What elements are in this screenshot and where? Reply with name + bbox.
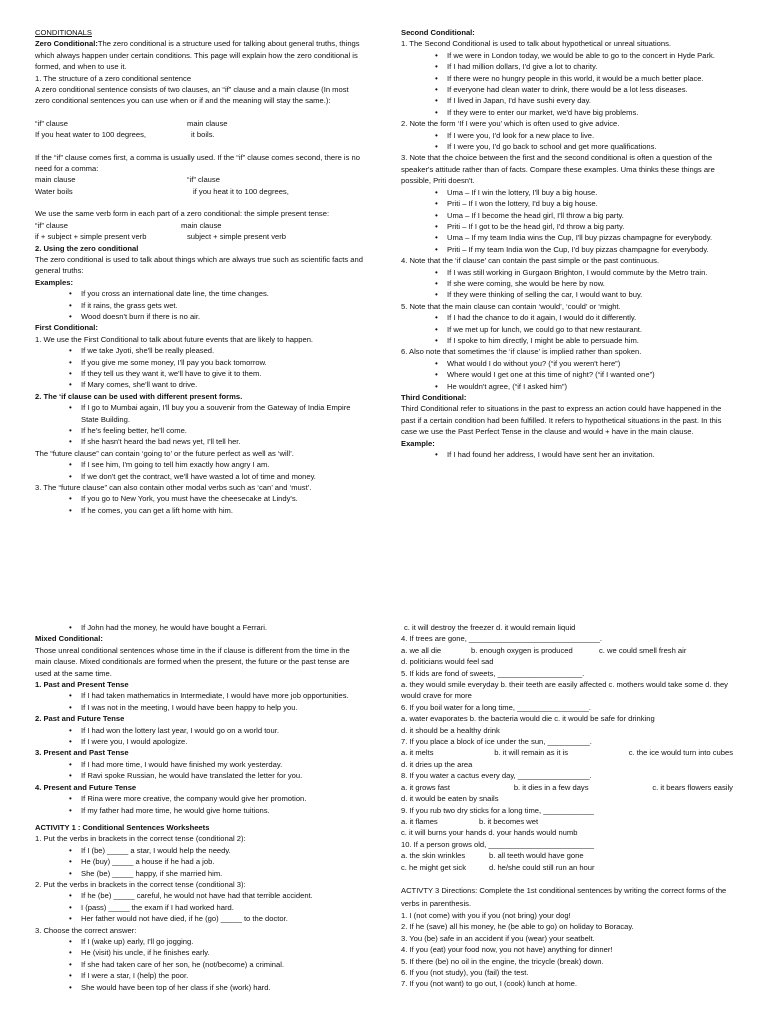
activity-3-item: 2. If he (save) all his money, he (be able to go) on holiday to Boracay. bbox=[401, 922, 634, 932]
question-4: 4. If trees are gone, _______________________________. bbox=[401, 634, 602, 644]
choice: c. it bears flowers easily bbox=[652, 782, 733, 792]
question-10: 10. If a person grows old, _________________________ bbox=[401, 839, 594, 849]
first-rule-1: 1. We use the First Conditional to talk about future events that are likely to happen. bbox=[35, 334, 314, 344]
bottom-left-column bbox=[35, 622, 365, 993]
choice: c. the ice would turn into cubes bbox=[628, 748, 733, 758]
structure-text: A zero conditional sentence consists of two clauses, an “if” clause and a main clause (In most zero conditional sentences you can use when or if and the meaning will stay the same.): bbox=[35, 85, 349, 106]
structure-heading: 1. The structure of a zero conditional sentence bbox=[35, 73, 192, 83]
zero-conditional-intro bbox=[35, 38, 365, 72]
list-item: • If John had the money, he would have bought a Ferrari. bbox=[35, 622, 365, 633]
list-item: • If there were no hungry people in this world, it would be a much better place. bbox=[401, 73, 731, 84]
second-rule-2: 2. Note the form ‘If I were you’ which is often used to give advice. bbox=[401, 119, 620, 129]
list-item: • I (pass) _____ the exam if I had worked hard. bbox=[35, 902, 365, 913]
activity-1-instruction-1: 1. Put the verbs in brackets in the correct tense (conditional 2): bbox=[35, 834, 246, 844]
list-item: • If I had more time, I would have finished my work yesterday. bbox=[35, 759, 365, 770]
comma-text: If the “if” clause comes first, a comma is usually used. If the “if” clause comes second, there is no need for a comma: bbox=[35, 152, 360, 174]
page-title: CONDITIONALS bbox=[35, 28, 92, 37]
list-item: • If we were in London today, we would be able to go to the concert in Hyde Park. bbox=[401, 50, 731, 61]
choice: a. we all die bbox=[401, 645, 442, 655]
table1-header bbox=[35, 118, 365, 129]
list-item: • If Ravi spoke Russian, he would have translated the letter for you. bbox=[35, 770, 365, 781]
table-cell: main clause bbox=[35, 175, 76, 185]
first-rule-2: 2. The ‘if clause can be used with different present forms. bbox=[35, 391, 243, 401]
list-item: • What would I do without you? (“if you weren't here”) bbox=[401, 358, 731, 369]
zero-intro-text: The zero conditional is a structure used for talking about general truths, things which always happen under certain conditions. This page will explain how the zero conditional is formed, and when to use it. bbox=[35, 39, 360, 72]
list-item: • If I lived in Japan, I'd have sushi every day. bbox=[401, 95, 731, 106]
mixed-subheading-3: 3. Present and Past Tense bbox=[35, 748, 129, 758]
table-cell: Water boils bbox=[35, 186, 73, 196]
list-item: • Wood doesn't burn if there is no air. bbox=[35, 311, 365, 322]
question-6: 6. If you boil water for a long time, _________________. bbox=[401, 702, 591, 712]
list-item: • If I had the chance to do it again, I would do it differently. bbox=[401, 312, 731, 323]
choice: c. we could smell fresh air bbox=[599, 645, 687, 655]
list-item: • If you cross an international date line, the time changes. bbox=[35, 288, 365, 299]
mixed-subheading-1: 1. Past and Present Tense bbox=[35, 680, 129, 690]
list-item: • He (visit) his uncle, if he finishes early. bbox=[35, 947, 365, 958]
third-conditional-heading: Third Conditional: bbox=[401, 393, 467, 402]
choice: d. he/she could still run an hour bbox=[489, 862, 595, 872]
list-item: • If I spoke to him directly, I might be able to persuade him. bbox=[401, 335, 731, 346]
future-clause-text: The “future clause” can contain ‘going to’ or the future perfect as well as ‘will’. bbox=[35, 448, 294, 458]
choice-line: d. it dries up the area bbox=[401, 759, 473, 769]
mixed-conditional-heading: Mixed Conditional: bbox=[35, 634, 103, 644]
second-rule-1: 1. The Second Conditional is used to talk about hypothetical or unreal situations. bbox=[401, 39, 672, 49]
choice-row bbox=[401, 816, 733, 827]
list-item: • If he's feeling better, he'll come. bbox=[35, 425, 365, 436]
second-rule-5: 5. Note that the main clause can contain ‘would’, ‘could’ or ‘might. bbox=[401, 301, 621, 311]
third-example-heading: Example: bbox=[401, 438, 435, 448]
second-rule-3: 3. Note that the choice between the first and the second conditional is often a question of the speaker's attitude rather than of facts. Compare these examples. Uma thinks these things are possible, Priti doesn't. bbox=[401, 153, 715, 186]
table-cell: “if” clause bbox=[187, 175, 220, 185]
table-cell: if you heat it to 100 degrees, bbox=[193, 186, 289, 196]
table-cell: “if” clause bbox=[35, 118, 68, 128]
choice-row bbox=[401, 747, 733, 758]
choice-row bbox=[401, 782, 733, 793]
list-item: • If we don't get the contract, we'll have wasted a lot of time and money. bbox=[35, 471, 365, 482]
table2-header bbox=[35, 174, 365, 185]
list-item: • She (be) _____ happy, if she married him. bbox=[35, 868, 365, 879]
choice-row bbox=[401, 862, 733, 873]
list-item: • If everyone had clean water to drink, there would be a lot less diseases. bbox=[401, 84, 731, 95]
activity-1-heading: ACTIVITY 1 : Conditional Sentences Worksheets bbox=[35, 822, 210, 832]
choice: b. it will remain as it is bbox=[494, 748, 569, 758]
list-item: • If I had million dollars, I'd give a lot to charity. bbox=[401, 61, 731, 72]
activity-3-item: 4. If you (eat) your food now, you not have) anything for dinner! bbox=[401, 945, 613, 955]
list-item: • He wouldn't agree, (“if I asked him”) bbox=[401, 381, 731, 392]
list-item: • If I (wake up) early, I'll go jogging. bbox=[35, 936, 365, 947]
choice: a. the skin wrinkles bbox=[401, 851, 466, 861]
list-item: • If I see him, I'm going to tell him exactly how angry I am. bbox=[35, 459, 365, 470]
examples-heading: Examples: bbox=[35, 277, 73, 287]
choice: c. he might get sick bbox=[401, 862, 466, 872]
second-conditional-heading: Second Conditional: bbox=[401, 28, 475, 37]
list-item: • If she had taken care of her son, he (not/become) a criminal. bbox=[35, 959, 365, 970]
list-item: • If Rina were more creative, the company would give her promotion. bbox=[35, 793, 365, 804]
choice-line: d. politicians would feel sad bbox=[401, 657, 494, 667]
top-left-column bbox=[35, 27, 365, 516]
choice: b. enough oxygen is produced bbox=[471, 645, 573, 655]
mixed-subheading-4: 4. Present and Future Tense bbox=[35, 782, 137, 792]
list-item: • If I was not in the meeting, I would have been happy to help you. bbox=[35, 702, 365, 713]
question-8: 8. If you water a cactus every day, _________________. bbox=[401, 771, 592, 781]
choice-line: c. it will burns your hands d. your hands would numb bbox=[401, 828, 578, 838]
top-right-column bbox=[401, 27, 731, 460]
using-heading: 2. Using the zero conditional bbox=[35, 243, 139, 253]
list-item: • If they were to enter our market, we'd have big problems. bbox=[401, 107, 731, 118]
list-item: • If my father had more time, he would give home tuitions. bbox=[35, 805, 365, 816]
first-rule-3: 3. The “future clause” can also contain other modal verbs such as ‘can’ and ‘must’. bbox=[35, 483, 312, 493]
table2-row bbox=[35, 186, 365, 197]
list-item: • Her father would not have died, if he (go) _____ to the doctor. bbox=[35, 913, 365, 924]
choice: b. it becomes wet bbox=[479, 816, 539, 826]
list-item: • If he comes, you can get a lift home with him. bbox=[35, 505, 365, 516]
list-item: • If we take Jyoti, she'll be really pleased. bbox=[35, 345, 365, 356]
list-item: • If I were you, I would apologize. bbox=[35, 736, 365, 747]
choice-row bbox=[401, 850, 733, 861]
list-item: • If I were you, I'd go back to school and get more qualifications. bbox=[401, 141, 731, 152]
list-item: • If they tell us they want it, we'll have to give it to them. bbox=[35, 368, 365, 379]
activity-3-item: 1. I (not come) with you if you (not bring) your dog! bbox=[401, 910, 571, 920]
activity-3-item: 3. You (be) safe in an accident if you (wear) your seatbelt. bbox=[401, 933, 595, 943]
list-item: • She would have been top of her class if she (work) hard. bbox=[35, 982, 365, 993]
choice: a. it flames bbox=[401, 816, 438, 826]
list-item: • If Mary comes, she'll want to drive. bbox=[35, 379, 365, 390]
table1-row bbox=[35, 129, 365, 140]
activity-3-item: 6. If you (not study), you (fail) the test. bbox=[401, 967, 529, 977]
first-conditional-heading: First Conditional: bbox=[35, 323, 98, 333]
table-cell: subject + simple present verb bbox=[187, 232, 286, 242]
activity-1-instruction-3: 3. Choose the correct answer: bbox=[35, 925, 137, 935]
list-item: • If I was still working in Gurgaon Brighton, I would commute by the Metro train. bbox=[401, 267, 731, 278]
zero-conditional-heading: Zero Conditional: bbox=[35, 39, 98, 49]
list-item: • If you go to New York, you must have the cheesecake at Lindy's. bbox=[35, 493, 365, 504]
choice-line: a. water evaporates b. the bacteria would die c. it would be safe for drinking bbox=[401, 714, 655, 724]
list-item: • If I had taken mathematics in Intermediate, I would have more job opportunities. bbox=[35, 690, 365, 701]
table-cell: main clause bbox=[181, 220, 222, 230]
choice: b. all teeth would have gone bbox=[489, 851, 584, 861]
list-item: • If I had won the lottery last year, I would go on a world tour. bbox=[35, 725, 365, 736]
third-conditional-text: Third Conditional refer to situations in the past to express an action could have happened in the past if a certain condition had been fulfilled. It refers to hypothetical situations in the past. In this case we use the Past Perfect Tense in the clause and would + have in the main clause. bbox=[401, 404, 722, 437]
second-rule-6: 6. Also note that sometimes the ‘if clause’ is implied rather than spoken. bbox=[401, 347, 642, 357]
list-item: • If I had found her address, I would have sent her an invitation. bbox=[401, 449, 731, 460]
table-cell: it boils. bbox=[191, 130, 215, 140]
list-item: • If I were you, I'd look for a new place to live. bbox=[401, 130, 731, 141]
mixed-subheading-2: 2. Past and Future Tense bbox=[35, 714, 125, 724]
list-item: • If I (be) _____ a star, I would help the needy. bbox=[35, 845, 365, 856]
choice-line: d. it should be a healthy drink bbox=[401, 725, 500, 735]
list-item: • Uma – If I become the head girl, I'll throw a big party. bbox=[401, 210, 731, 221]
choice-line: c. it will destroy the freezer d. it would remain liquid bbox=[404, 623, 576, 632]
using-text: The zero conditional is used to talk about things which are always true such as scientific facts and general truths: bbox=[35, 254, 363, 276]
list-item: • If he (be) _____ careful, he would not have had that terrible accident. bbox=[35, 890, 365, 901]
second-rule-4: 4. Note that the ‘if clause’ can contain the past simple or the past continuous. bbox=[401, 256, 660, 266]
table-cell: main clause bbox=[187, 118, 228, 128]
table-cell: If you heat water to 100 degrees, bbox=[35, 130, 147, 140]
choice-line: d. it would be eaten by snails bbox=[401, 794, 499, 804]
list-item: • Priti – If my team India won the Cup, I'd buy pizzas champagne for everybody. bbox=[401, 244, 731, 255]
question-9: 9. If you rub two dry sticks for a long time, ____________ bbox=[401, 805, 594, 815]
choice-row bbox=[401, 645, 733, 656]
choice: a. it grows fast bbox=[401, 782, 450, 792]
list-item: • Priti – If I got to be the head girl, I'd throw a big party. bbox=[401, 221, 731, 232]
list-item: • Priti – If I won the lottery, I'd buy a big house. bbox=[401, 198, 731, 209]
activity-3-heading: ACTIVTY 3 Directions: Complete the 1st conditional sentences by writing the correct forms of the verbs in parenthesis. bbox=[401, 885, 727, 908]
mixed-conditional-text: Those unreal conditional sentences whose time in the if clause is different from the time in the main clause. Mixed conditionals are formed when the present, the future or the past tense are used at the same time. bbox=[35, 645, 350, 678]
table3-header bbox=[35, 220, 365, 231]
question-5: 5. If kids are fond of sweets, ____________________. bbox=[401, 668, 585, 678]
choice: a. it melts bbox=[401, 748, 434, 758]
activity-3-item: 7. If you (not want) to go out, I (cook) lunch at home. bbox=[401, 979, 578, 989]
table-cell: “if” clause bbox=[35, 220, 68, 230]
list-item: • Where would I get one at this time of night? (“if I wanted one”) bbox=[401, 369, 731, 380]
list-item: • Uma – If my team India wins the Cup, I'll buy pizzas champagne for everybody. bbox=[401, 232, 731, 243]
verb-text: We use the same verb form in each part of a zero conditional: the simple present tense: bbox=[35, 209, 330, 219]
activity-3-item: 5. If there (be) no oil in the engine, the tricycle (break) down. bbox=[401, 956, 604, 966]
activity-1-instruction-2: 2. Put the verbs in brackets in the correct tense (conditional 3): bbox=[35, 879, 246, 889]
list-item: • If she were coming, she would be here by now. bbox=[401, 278, 731, 289]
question-7: 7. If you place a block of ice under the sun, __________. bbox=[401, 737, 592, 747]
choice: b. it dies in a few days bbox=[513, 782, 589, 792]
list-item: • If you give me some money, I'll pay you back tomorrow. bbox=[35, 357, 365, 368]
table-cell: if + subject + simple present verb bbox=[35, 232, 147, 242]
list-item: • If we met up for lunch, we could go to that new restaurant. bbox=[401, 324, 731, 335]
choice-line: a. they would smile everyday b. their teeth are easily affected c. mothers would take some d. they would crave for more bbox=[401, 680, 728, 701]
list-item: • If she hasn't heard the bad news yet, I'll tell her. bbox=[35, 436, 365, 447]
list-item: • If I were a star, I (help) the poor. bbox=[35, 970, 365, 981]
list-item: • If they were thinking of selling the car, I would want to buy. bbox=[401, 289, 731, 300]
list-item: • Uma – If I win the lottery, I'll buy a big house. bbox=[401, 187, 731, 198]
list-item: • If I go to Mumbai again, I'll buy you a souvenir from the Gateway of India Empire State Building. bbox=[35, 402, 365, 425]
list-item: • He (buy) _____ a house if he had a job. bbox=[35, 856, 365, 867]
bottom-right-column bbox=[401, 622, 733, 990]
list-item: • If it rains, the grass gets wet. bbox=[35, 300, 365, 311]
table3-row bbox=[35, 231, 365, 242]
